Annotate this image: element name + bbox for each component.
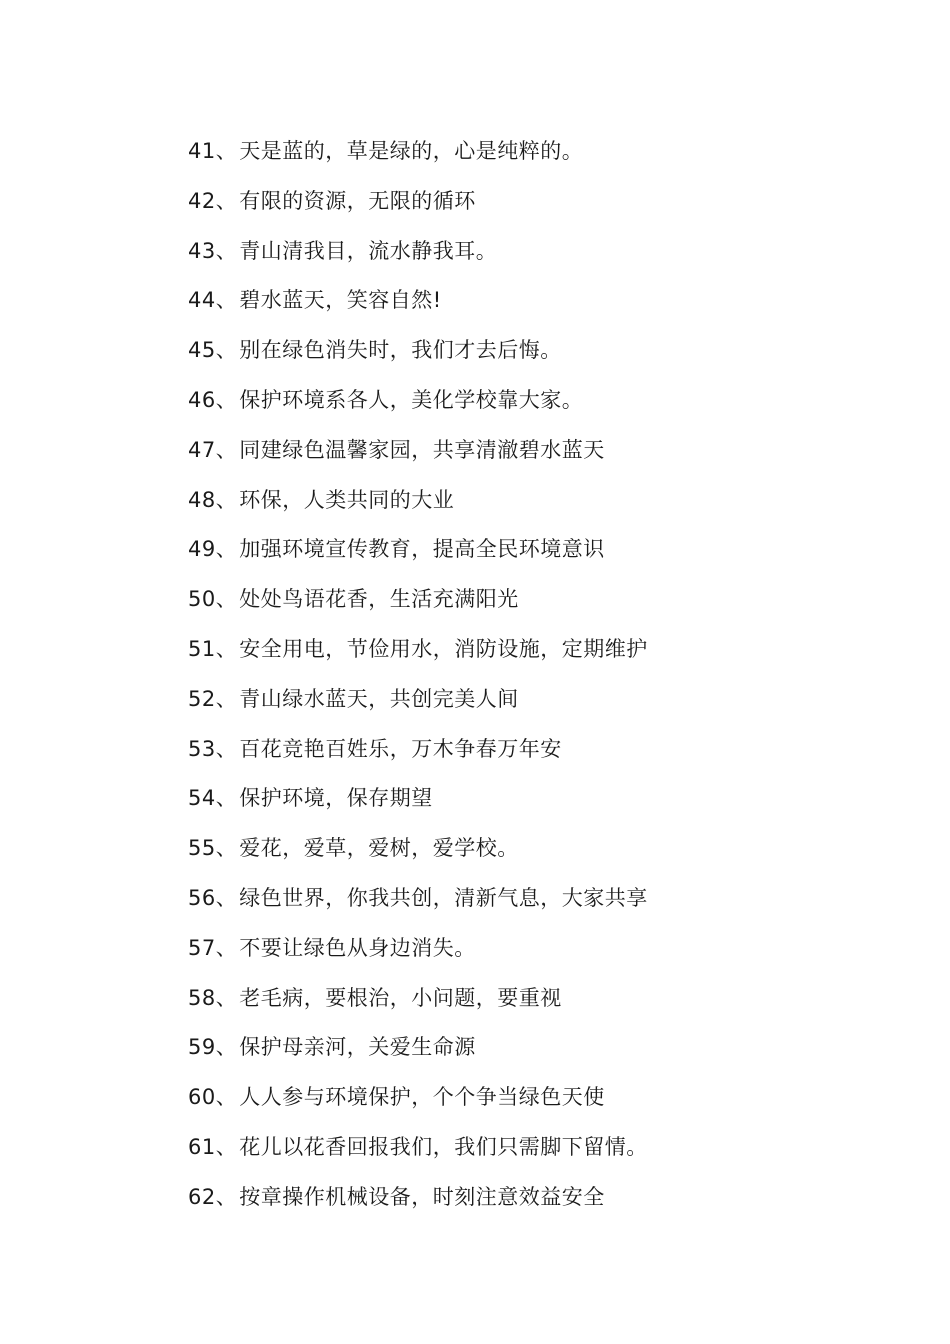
item-number: 50 <box>188 587 216 612</box>
list-item <box>188 185 888 235</box>
list-item <box>188 533 888 583</box>
list-item <box>188 932 888 982</box>
item-number: 57 <box>188 935 216 960</box>
item-text: 处处鸟语花香，生活充满阳光 <box>239 587 519 612</box>
list-item <box>188 733 888 783</box>
item-text: 绿色世界，你我共创，清新气息，大家共享 <box>239 885 648 910</box>
item-number: 48 <box>188 487 216 512</box>
item-text: 别在绿色消失时，我们才去后悔。 <box>239 338 562 363</box>
slogan-list <box>188 135 888 1231</box>
item-separator: 、 <box>215 387 238 412</box>
list-item <box>188 1081 888 1131</box>
list-item <box>188 633 888 683</box>
item-text: 人人参与环境保护，个个争当绿色天使 <box>239 1085 605 1110</box>
item-text: 按章操作机械设备，时刻注意效益安全 <box>239 1184 605 1209</box>
item-number: 61 <box>188 1134 216 1159</box>
item-number: 44 <box>188 288 216 313</box>
item-separator: 、 <box>215 935 238 960</box>
list-item <box>188 982 888 1032</box>
item-number: 49 <box>188 537 216 562</box>
list-item <box>188 782 888 832</box>
item-text: 老毛病，要根治，小问题，要重视 <box>239 985 562 1010</box>
item-separator: 、 <box>215 636 238 661</box>
item-separator: 、 <box>215 437 238 462</box>
item-separator: 、 <box>215 537 238 562</box>
item-separator: 、 <box>215 238 238 263</box>
list-item <box>188 832 888 882</box>
item-text: 碧水蓝天，笑容自然! <box>239 288 442 313</box>
item-text: 天是蓝的，草是绿的，心是纯粹的。 <box>239 139 584 163</box>
item-text: 保护环境系各人，美化学校靠大家。 <box>239 387 584 412</box>
list-item <box>188 484 888 534</box>
list-item <box>188 683 888 733</box>
item-separator: 、 <box>215 836 238 861</box>
list-item <box>188 882 888 932</box>
item-text: 青山绿水蓝天，共创完美人间 <box>239 686 519 711</box>
item-separator: 、 <box>215 1184 238 1209</box>
item-number: 58 <box>188 985 216 1010</box>
item-number: 51 <box>188 636 216 661</box>
item-number: 53 <box>188 736 216 761</box>
item-text: 环保，人类共同的大业 <box>239 487 455 512</box>
item-number: 59 <box>188 1035 216 1060</box>
item-separator: 、 <box>215 188 238 213</box>
list-item <box>188 583 888 633</box>
item-text: 安全用电，节俭用水，消防设施，定期维护 <box>239 636 648 661</box>
item-number: 62 <box>188 1184 216 1209</box>
item-number: 55 <box>188 836 216 861</box>
item-separator: 、 <box>215 985 238 1010</box>
item-text: 花儿以花香回报我们，我们只需脚下留情。 <box>239 1134 648 1159</box>
item-number: 47 <box>188 437 216 462</box>
item-text: 不要让绿色从身边消失。 <box>239 935 476 960</box>
list-item <box>188 135 888 185</box>
item-number: 41 <box>188 139 216 163</box>
item-text: 保护环境，保存期望 <box>239 786 433 811</box>
item-separator: 、 <box>215 338 238 363</box>
list-item <box>188 235 888 285</box>
item-text: 保护母亲河，关爱生命源 <box>239 1035 476 1060</box>
item-number: 56 <box>188 885 216 910</box>
item-number: 43 <box>188 238 216 263</box>
item-separator: 、 <box>215 686 238 711</box>
item-text: 同建绿色温馨家园，共享清澈碧水蓝天 <box>239 437 605 462</box>
item-text: 爱花，爱草，爱树，爱学校。 <box>239 836 519 861</box>
item-separator: 、 <box>215 1134 238 1159</box>
item-separator: 、 <box>215 736 238 761</box>
item-separator: 、 <box>215 885 238 910</box>
item-text: 有限的资源，无限的循环 <box>239 188 476 213</box>
item-separator: 、 <box>215 487 238 512</box>
item-number: 46 <box>188 387 216 412</box>
item-number: 54 <box>188 786 216 811</box>
item-text: 青山清我目，流水静我耳。 <box>239 238 498 263</box>
item-number: 42 <box>188 188 216 213</box>
list-item <box>188 334 888 384</box>
item-separator: 、 <box>215 786 238 811</box>
item-separator: 、 <box>215 587 238 612</box>
list-item <box>188 1131 888 1181</box>
item-text: 百花竞艳百姓乐，万木争春万年安 <box>239 736 562 761</box>
item-separator: 、 <box>215 288 238 313</box>
item-number: 52 <box>188 686 216 711</box>
item-separator: 、 <box>215 1085 238 1110</box>
list-item <box>188 384 888 434</box>
item-number: 60 <box>188 1085 216 1110</box>
item-text: 加强环境宣传教育，提高全民环境意识 <box>239 537 605 562</box>
list-item <box>188 1181 888 1231</box>
list-item <box>188 1031 888 1081</box>
item-number: 45 <box>188 338 216 363</box>
list-item <box>188 434 888 484</box>
item-separator: 、 <box>215 139 238 163</box>
item-separator: 、 <box>215 1035 238 1060</box>
list-item <box>188 284 888 334</box>
